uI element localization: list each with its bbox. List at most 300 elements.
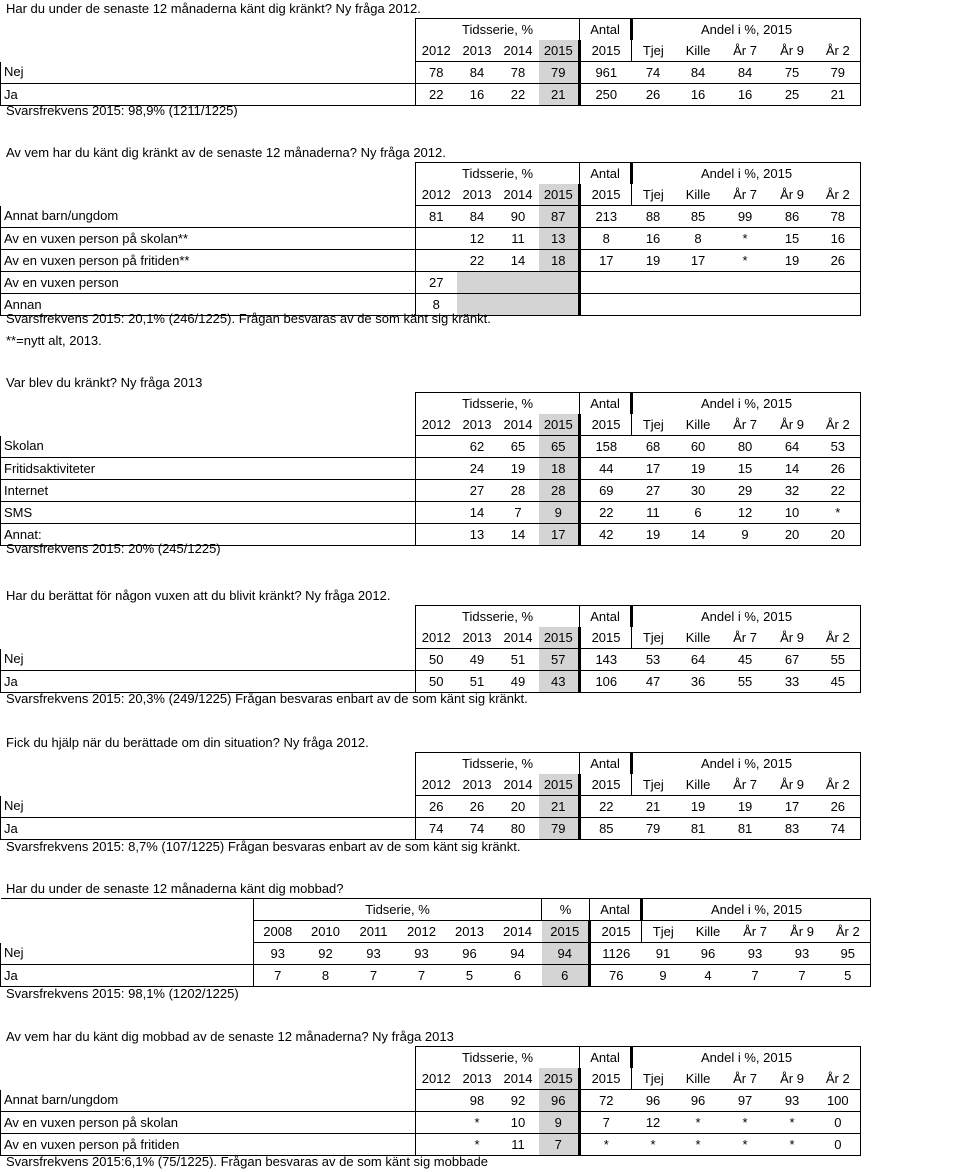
table-cell: 19 [769, 250, 816, 272]
table-cell: 27 [457, 480, 498, 502]
table-cell: 65 [498, 436, 539, 458]
row-label: Nej [1, 62, 416, 84]
table-cell: 16 [816, 228, 861, 250]
table-cell: 42 [580, 524, 632, 546]
column-header-cell: År 7 [722, 40, 769, 62]
table-cell: 16 [457, 84, 498, 106]
table-cell: 961 [580, 62, 632, 84]
row-label: Av en vuxen person på fritiden [1, 1134, 416, 1156]
row-label: Av en vuxen person på fritiden** [1, 250, 416, 272]
table-cell: 7 [350, 965, 398, 987]
column-header-cell: Tjej [632, 184, 675, 206]
table-cell: * [722, 250, 769, 272]
table-cell [816, 294, 861, 316]
table-cell: 45 [816, 671, 861, 693]
table-cell: * [722, 1112, 769, 1134]
column-header-cell: År 9 [779, 921, 826, 943]
table-cell: 50 [416, 649, 457, 671]
table-cell [580, 294, 632, 316]
group-header-row [1, 1047, 861, 1069]
corner-cell [1, 184, 416, 206]
row-label: Skolan [1, 436, 416, 458]
table-cell: 84 [457, 62, 498, 84]
data-table [0, 752, 861, 840]
corner-cell [1, 19, 416, 41]
table-cell: * [675, 1112, 722, 1134]
table-cell: 26 [416, 796, 457, 818]
column-header-cell: År 7 [722, 1068, 769, 1090]
table-cell: 6 [542, 965, 590, 987]
table-cell: 27 [632, 480, 675, 502]
column-header-cell: Kille [675, 1068, 722, 1090]
row-label: Annat: [1, 524, 416, 546]
column-header-cell: 2015 [580, 184, 632, 206]
column-header-cell: 2015 [590, 921, 642, 943]
table-cell: 86 [769, 206, 816, 228]
table-row [1, 480, 861, 502]
table-cell: 76 [590, 965, 642, 987]
column-header-cell: Kille [675, 774, 722, 796]
table-cell: 45 [722, 649, 769, 671]
column-header-cell: År 2 [816, 40, 861, 62]
table-cell [539, 294, 580, 316]
table-cell: 17 [675, 250, 722, 272]
column-header-row [1, 1068, 861, 1090]
table-cell: * [580, 1134, 632, 1156]
table-cell: 19 [498, 458, 539, 480]
column-header-cell: 2013 [457, 1068, 498, 1090]
row-label: Annat barn/ungdom [1, 1090, 416, 1112]
table-cell: 21 [816, 84, 861, 106]
row-label: Av en vuxen person på skolan** [1, 228, 416, 250]
group-header-row [1, 163, 861, 185]
column-header-cell: År 9 [769, 774, 816, 796]
table-cell: 96 [632, 1090, 675, 1112]
table-cell: 19 [675, 796, 722, 818]
table-cell: 49 [498, 671, 539, 693]
table-cell: 98 [457, 1090, 498, 1112]
data-table [0, 392, 861, 546]
table-cell: 26 [816, 250, 861, 272]
table-cell: 11 [498, 228, 539, 250]
table-cell: 74 [632, 62, 675, 84]
table-cell: 22 [416, 84, 457, 106]
table-cell [416, 502, 457, 524]
corner-cell [1, 627, 416, 649]
column-header-cell: 2015 [580, 40, 632, 62]
column-header-cell: 2014 [498, 184, 539, 206]
row-label: Annan [1, 294, 416, 316]
table-cell: 26 [457, 796, 498, 818]
table-cell: 13 [539, 228, 580, 250]
table-cell: 22 [457, 250, 498, 272]
table-cell: 19 [632, 250, 675, 272]
table-cell: 10 [769, 502, 816, 524]
group-header-row [1, 606, 861, 628]
table-cell: 43 [539, 671, 580, 693]
table-cell [675, 272, 722, 294]
table-cell: 22 [816, 480, 861, 502]
table-cell [416, 458, 457, 480]
column-header-cell: År 2 [816, 774, 861, 796]
column-header-cell: 2012 [398, 921, 446, 943]
table-cell [722, 294, 769, 316]
table-cell: 99 [722, 206, 769, 228]
group-header-cell: Andel i %, 2015 [632, 753, 861, 775]
row-label: Ja [1, 671, 416, 693]
column-header-cell: 2012 [416, 1068, 457, 1090]
table-cell: 64 [675, 649, 722, 671]
column-header-cell: Kille [675, 40, 722, 62]
column-header-row [1, 774, 861, 796]
table-cell: 53 [816, 436, 861, 458]
table-cell: 4 [685, 965, 732, 987]
table-cell: 80 [498, 818, 539, 840]
column-header-cell: År 7 [722, 414, 769, 436]
table-cell: 94 [542, 943, 590, 965]
table-cell: * [632, 1134, 675, 1156]
column-header-cell: 2015 [542, 921, 590, 943]
table-cell: * [722, 1134, 769, 1156]
table-cell: 96 [685, 943, 732, 965]
group-header-cell: Andel i %, 2015 [632, 19, 861, 41]
table-cell: 9 [722, 524, 769, 546]
table-cell: 44 [580, 458, 632, 480]
table-cell: 9 [539, 502, 580, 524]
table-cell: 29 [722, 480, 769, 502]
table-cell [632, 294, 675, 316]
data-table [0, 605, 861, 693]
column-header-cell: 2015 [580, 627, 632, 649]
table-cell: 84 [457, 206, 498, 228]
column-header-cell: 2013 [457, 627, 498, 649]
group-header-row [1, 753, 861, 775]
table-cell: 24 [457, 458, 498, 480]
column-header-cell: 2014 [498, 774, 539, 796]
table-cell: 69 [580, 480, 632, 502]
table-cell: * [769, 1112, 816, 1134]
corner-cell [1, 393, 416, 415]
table-cell [416, 228, 457, 250]
group-header-cell: Andel i %, 2015 [632, 163, 861, 185]
table-cell: 12 [632, 1112, 675, 1134]
table-cell: 0 [816, 1112, 861, 1134]
table-cell: 22 [580, 502, 632, 524]
table-row [1, 502, 861, 524]
column-header-cell: Tjej [632, 774, 675, 796]
corner-cell [1, 1068, 416, 1090]
table-cell [769, 272, 816, 294]
table-cell: 17 [769, 796, 816, 818]
table-cell: 9 [539, 1112, 580, 1134]
table-row [1, 436, 861, 458]
column-header-cell: 2008 [254, 921, 302, 943]
table-cell [416, 480, 457, 502]
column-header-cell: 2015 [580, 1068, 632, 1090]
column-header-cell: 2015 [539, 184, 580, 206]
column-header-cell: 2011 [350, 921, 398, 943]
table-cell: 12 [457, 228, 498, 250]
table-cell: 158 [580, 436, 632, 458]
table-cell: 78 [498, 62, 539, 84]
column-header-cell: 2013 [457, 774, 498, 796]
column-header-cell: 2015 [539, 774, 580, 796]
column-header-cell: 2012 [416, 774, 457, 796]
table-cell: 55 [816, 649, 861, 671]
column-header-cell: 2015 [580, 414, 632, 436]
table-cell: 16 [722, 84, 769, 106]
column-header-cell: 2014 [498, 627, 539, 649]
table-cell: 6 [675, 502, 722, 524]
table-cell: 96 [675, 1090, 722, 1112]
table-cell: 16 [632, 228, 675, 250]
table-cell: 7 [254, 965, 302, 987]
column-header-row [1, 40, 861, 62]
table-cell: * [816, 502, 861, 524]
table-cell: 49 [457, 649, 498, 671]
group-header-cell: Andel i %, 2015 [642, 899, 871, 921]
table-row [1, 818, 861, 840]
table-cell: * [769, 1134, 816, 1156]
table-cell: * [457, 1112, 498, 1134]
column-header-cell: 2013 [457, 40, 498, 62]
table-cell: 47 [632, 671, 675, 693]
corner-cell [1, 606, 416, 628]
group-header-cell: Antal [580, 753, 632, 775]
table-cell: 14 [457, 502, 498, 524]
column-header-cell: År 9 [769, 414, 816, 436]
table-cell: 75 [769, 62, 816, 84]
table-cell: 36 [675, 671, 722, 693]
table-row [1, 272, 861, 294]
table-cell: 20 [769, 524, 816, 546]
section-title: Av vem har du känt dig kränkt av de senaste 12 månaderna? Ny fråga 2012. [6, 145, 446, 160]
table-cell: 81 [416, 206, 457, 228]
table-cell: 57 [539, 649, 580, 671]
table-row [1, 228, 861, 250]
table-row [1, 965, 871, 987]
table-cell: 18 [539, 250, 580, 272]
table-cell: 20 [816, 524, 861, 546]
column-header-cell: 2013 [446, 921, 494, 943]
table-cell [416, 524, 457, 546]
table-cell: 84 [675, 62, 722, 84]
table-cell: 87 [539, 206, 580, 228]
footnote: Svarsfrekvens 2015: 20,3% (249/1225) Frågan besvaras enbart av de som känt sig kränkt. [6, 691, 528, 706]
table-cell: 72 [580, 1090, 632, 1112]
table-cell: 21 [632, 796, 675, 818]
table-cell: 7 [539, 1134, 580, 1156]
column-header-cell: 2014 [498, 414, 539, 436]
column-header-cell: Kille [675, 184, 722, 206]
table-cell [722, 272, 769, 294]
section-title: Har du under de senaste 12 månaderna känt dig kränkt? Ny fråga 2012. [6, 1, 421, 16]
table-cell: 93 [779, 943, 826, 965]
table-cell: 32 [769, 480, 816, 502]
table-cell: 18 [539, 458, 580, 480]
table-cell [457, 272, 498, 294]
table-cell: 14 [675, 524, 722, 546]
table-cell: 55 [722, 671, 769, 693]
table-cell: 95 [826, 943, 871, 965]
column-header-cell: 2012 [416, 184, 457, 206]
table-cell: 74 [457, 818, 498, 840]
table-cell: 85 [580, 818, 632, 840]
group-header-cell: % [542, 899, 590, 921]
group-header-row [1, 393, 861, 415]
table-cell: 85 [675, 206, 722, 228]
section-title: Fick du hjälp när du berättade om din situation? Ny fråga 2012. [6, 735, 369, 750]
table-cell: 16 [675, 84, 722, 106]
footnote: Svarsfrekvens 2015: 8,7% (107/1225) Frågan besvaras enbart av de som känt sig kränkt. [6, 839, 521, 854]
table-cell: 84 [722, 62, 769, 84]
table-cell: 100 [816, 1090, 861, 1112]
column-header-cell: År 9 [769, 184, 816, 206]
table-cell: 250 [580, 84, 632, 106]
table-cell: 19 [632, 524, 675, 546]
table-cell: 78 [416, 62, 457, 84]
table-cell: 33 [769, 671, 816, 693]
table-cell: 11 [498, 1134, 539, 1156]
column-header-cell: 2014 [494, 921, 542, 943]
group-header-cell: Antal [580, 393, 632, 415]
table-cell: 26 [816, 458, 861, 480]
table-cell [498, 272, 539, 294]
corner-cell [1, 774, 416, 796]
table-cell: 50 [416, 671, 457, 693]
table-cell: 28 [498, 480, 539, 502]
row-label: Ja [1, 818, 416, 840]
footnote: Svarsfrekvens 2015: 98,9% (1211/1225) [6, 103, 238, 118]
group-header-row [1, 899, 871, 921]
table-cell: 7 [498, 502, 539, 524]
group-header-cell: Antal [580, 1047, 632, 1069]
column-header-cell: Tjej [632, 40, 675, 62]
group-header-cell: Tidsserie, % [416, 19, 580, 41]
data-table [0, 1046, 861, 1156]
table-cell: 5 [826, 965, 871, 987]
row-label: SMS [1, 502, 416, 524]
table-cell: 91 [642, 943, 685, 965]
column-header-cell: 2015 [539, 40, 580, 62]
column-header-cell: År 7 [722, 774, 769, 796]
table-cell: 81 [675, 818, 722, 840]
table-cell [539, 272, 580, 294]
table-cell: 8 [675, 228, 722, 250]
column-header-cell: År 9 [769, 627, 816, 649]
column-header-cell: År 2 [826, 921, 871, 943]
section-title: Av vem har du känt dig mobbad av de senaste 12 månaderna? Ny fråga 2013 [6, 1029, 454, 1044]
table-cell: 93 [350, 943, 398, 965]
table-cell: 22 [498, 84, 539, 106]
table-cell: 79 [632, 818, 675, 840]
table-cell: 7 [580, 1112, 632, 1134]
footnote: Svarsfrekvens 2015: 20% (245/1225) [6, 541, 221, 556]
footnote: Svarsfrekvens 2015:6,1% (75/1225). Frågan besvaras av de som känt sig mobbade [6, 1154, 488, 1169]
column-header-cell: 2012 [416, 40, 457, 62]
table-cell [416, 250, 457, 272]
table-cell [416, 436, 457, 458]
table-cell: 14 [769, 458, 816, 480]
table-cell: 13 [457, 524, 498, 546]
column-header-cell: 2014 [498, 1068, 539, 1090]
section-title: Var blev du kränkt? Ny fråga 2013 [6, 375, 203, 390]
column-header-row [1, 184, 861, 206]
column-header-cell: 2012 [416, 627, 457, 649]
table-cell [498, 294, 539, 316]
table-cell: 5 [446, 965, 494, 987]
table-cell: 51 [498, 649, 539, 671]
column-header-cell: År 7 [722, 184, 769, 206]
row-label: Internet [1, 480, 416, 502]
table-cell [580, 272, 632, 294]
group-header-cell: Antal [580, 606, 632, 628]
table-cell: 74 [816, 818, 861, 840]
column-header-cell: Tjej [642, 921, 685, 943]
table-cell: 78 [816, 206, 861, 228]
table-cell: 143 [580, 649, 632, 671]
column-header-cell: Tjej [632, 414, 675, 436]
table-cell: 64 [769, 436, 816, 458]
table-cell: 8 [302, 965, 350, 987]
table-cell [816, 272, 861, 294]
table-row [1, 1090, 861, 1112]
column-header-cell: 2013 [457, 414, 498, 436]
table-cell: 19 [675, 458, 722, 480]
column-header-cell: 2015 [539, 414, 580, 436]
row-label: Av en vuxen person på skolan [1, 1112, 416, 1134]
table-cell: 93 [254, 943, 302, 965]
table-cell: 74 [416, 818, 457, 840]
row-label: Ja [1, 965, 254, 987]
column-header-cell: 2012 [416, 414, 457, 436]
column-header-cell: Tjej [632, 1068, 675, 1090]
row-label: Nej [1, 796, 416, 818]
row-label: Av en vuxen person [1, 272, 416, 294]
table-cell: 92 [302, 943, 350, 965]
table-cell: 79 [539, 62, 580, 84]
column-header-cell: År 2 [816, 627, 861, 649]
table-cell: 26 [632, 84, 675, 106]
table-row [1, 250, 861, 272]
column-header-cell: Kille [675, 627, 722, 649]
table-cell: 62 [457, 436, 498, 458]
table-cell: 14 [498, 250, 539, 272]
column-header-cell: 2015 [580, 774, 632, 796]
table-cell: * [457, 1134, 498, 1156]
group-header-cell: Antal [580, 19, 632, 41]
table-row [1, 649, 861, 671]
table-cell: 80 [722, 436, 769, 458]
column-header-cell: År 9 [769, 1068, 816, 1090]
column-header-cell: 2015 [539, 627, 580, 649]
column-header-cell: År 7 [722, 627, 769, 649]
corner-cell [1, 414, 416, 436]
section-title: Har du under de senaste 12 månaderna känt dig mobbad? [6, 881, 344, 896]
table-cell: 26 [816, 796, 861, 818]
table-cell: 96 [446, 943, 494, 965]
table-cell: 213 [580, 206, 632, 228]
table-cell: 12 [722, 502, 769, 524]
corner-cell [1, 40, 416, 62]
table-cell: 97 [722, 1090, 769, 1112]
table-cell: 8 [580, 228, 632, 250]
table-cell: 68 [632, 436, 675, 458]
table-row [1, 1112, 861, 1134]
column-header-cell: 2015 [539, 1068, 580, 1090]
table-cell: 93 [732, 943, 779, 965]
group-header-cell: Tidsserie, % [416, 606, 580, 628]
